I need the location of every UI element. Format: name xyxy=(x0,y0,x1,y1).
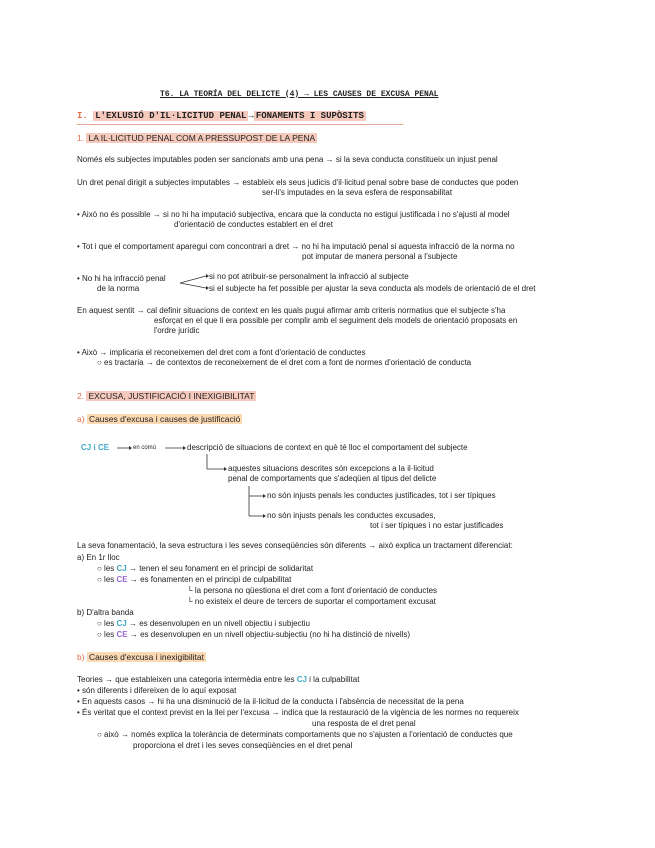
bullet-prefix: ○ les xyxy=(97,630,115,639)
bullet-item: • No hi ha infracció penal xyxy=(77,274,166,283)
list-item xyxy=(97,630,410,640)
branch-text: si el subjecte ha fet possible per ajustar la seva conducta als models de orientació de el dret xyxy=(209,284,536,293)
cj-label: CJ xyxy=(116,619,127,628)
bullet-prefix: ○ les xyxy=(97,619,115,628)
sub-list-item: └ la persona no qüestiona el dret com a font d'orientació de conductes xyxy=(187,586,438,595)
paragraph xyxy=(77,675,359,685)
paragraph: En aquest sentit → cal definir situacions de context en les quals pugui afirmar amb criteris normatius que el subjecte s'ha xyxy=(77,306,506,315)
cj-label: CJ xyxy=(116,564,127,573)
tree-node-continuation: penal de comportaments que s'adeqüen al tipus del delicte xyxy=(228,474,437,483)
and-label: i xyxy=(93,443,96,452)
section-title-arrow: → xyxy=(248,111,254,121)
tree-node: descripció de situacions de context en què té lloc el comportament del subjecte xyxy=(187,443,468,452)
tree-node-continuation: tot i ser típiques i no estar justificades xyxy=(370,521,504,530)
bullet-item: • Tot i que el comportament aparegui com concontrari a dret → no hi ha imputació penal si aquesta infracció de la norma no xyxy=(77,242,515,251)
list-item-text: → es fonamenten en el principi de culpabilitat xyxy=(129,575,292,584)
bullet-prefix: ○ les xyxy=(97,575,115,584)
bullet-item: • són diferents i difereixen de lo aquí exposat xyxy=(77,686,237,695)
bullet-item: • Això no és possible → si no hi ha imputació subjectiva, encara que la conducta no estigui justificada i no s'ajusti al model xyxy=(77,210,510,219)
sub-subsection-number: b) xyxy=(77,652,85,662)
bullet-continuation: d'orientació de conductes establert en el dret xyxy=(174,220,333,229)
bullet-item: • En aquests casos → hi ha una disminució de la il·licitud de la conducta i l'absència de necessitat de la pena xyxy=(77,697,464,706)
tree-node: aquestes situacions descrites són excepcions a la il·licitud xyxy=(228,464,434,473)
list-item-text: → es desenvolupen en un nivell objectiu-subjectiu (no hi ha distinció de nivells) xyxy=(129,630,411,639)
section-title-part-a: L'EXLUSIÓ D'IL·LICITUD PENAL xyxy=(95,111,247,121)
paragraph-text: Teories → que estableixen una categoria intermèdia entre les xyxy=(77,675,295,684)
subsection-number: 1. xyxy=(77,133,85,143)
sub-subsection-title: Causes d'excusa i causes de justificació xyxy=(88,414,241,424)
sub-subsection-heading-b xyxy=(77,652,206,662)
paragraph-continuation: ser-li's imputades en la seva esfera de responsabilitat xyxy=(262,188,453,197)
ce-label: CE xyxy=(116,575,128,584)
list-item-text: → tenen el seu fonament en el principi de solidaritat xyxy=(128,564,314,573)
subsection-title: LA IL·LICITUD PENAL COM A PRESSUPOST DE LA PENA xyxy=(88,133,316,143)
sub-subsection-title: Causes d'excusa i inexigibilitat xyxy=(88,652,204,662)
subsection-number: 2. xyxy=(77,391,85,401)
paragraph-continuation: l'ordre jurídic xyxy=(154,326,200,335)
section-title-part-b: FONAMENTS I SUPÒSITS xyxy=(255,111,364,121)
paragraph-text: i la culpabilitat xyxy=(309,675,360,684)
sub-bullet-item: ○ això → només explica la tolerància de determinats comportaments que no s'ajusten a l'orientació de conductes que xyxy=(97,730,513,739)
paragraph: Un dret penal dirigit a subjectes imputables → estableix els seus judicis d'il·licitud penal sobre base de conductes que poden xyxy=(77,178,519,187)
tree-node: no són injusts penals les conductes justificades, tot i ser típiques xyxy=(267,491,496,500)
bullet-continuation: de la norma xyxy=(97,284,140,293)
tree-node: no són injusts penals les conductes excusades, xyxy=(267,511,436,520)
sub-bullet-continuation: proporciona el dret i les seves conseqüències en el dret penal xyxy=(133,741,353,750)
sub-list-item: └ no existeix el deure de tercers de suportar el comportament excusat xyxy=(187,597,436,606)
branch-text: si no pot atribuir-se personalment la infracció al subjecte xyxy=(209,272,409,281)
document-title: T6. LA TEORÍA DEL DELICTE (4) → LES CAUSES DE EXCUSA PENAL xyxy=(160,90,439,99)
sub-subsection-number: a) xyxy=(77,414,85,424)
list-item xyxy=(97,564,313,574)
list-label: b) D'altra banda xyxy=(77,608,134,617)
ce-label: CE xyxy=(116,630,128,639)
bullet-item: • Això → implicaria el reconeixemen del dret com a font d'orientació de conductes xyxy=(77,348,366,357)
tree-edge-label: en comú xyxy=(133,445,157,451)
bullet-continuation: una resposta de el dret penal xyxy=(312,719,416,728)
list-item-text: → es desenvolupen en un nivell objectiu i subjectiu xyxy=(128,619,310,628)
paragraph-continuation: esforçat en el que li era possible per complir amb el seguiment dels models de orientació proposats en xyxy=(154,316,518,325)
list-item xyxy=(97,619,310,629)
paragraph: La seva fonamentació, la seva estructura i les seves conseqüències són diferents → això explica un tractament diferenciat: xyxy=(77,541,513,550)
ce-label: CE xyxy=(97,443,110,452)
list-label: a) En 1r lloc xyxy=(77,553,120,562)
paragraph: Només els subjectes imputables poden ser sancionats amb una pena → si la seva conducta constitueix un injust penal xyxy=(77,155,498,164)
bullet-prefix: ○ les xyxy=(97,564,115,573)
cj-label: CJ xyxy=(81,443,92,452)
section-number: I. xyxy=(77,111,88,121)
cj-label: CJ xyxy=(296,675,307,684)
list-item xyxy=(97,575,291,585)
bullet-continuation: pot imputar de manera personal a l'subjecte xyxy=(302,252,458,261)
subsection-title: EXCUSA, JUSTIFICACIÓ I INEXIGIBILITAT xyxy=(88,391,255,401)
bullet-item: • És veritat que el context previst en la llei per l'excusa → indica que la restauració de la vigència de les normes no requereix xyxy=(77,708,519,717)
sub-bullet-item: ○ es tractaria → de contextos de reconeixement de el dret com a font de normes d'orientació de conducta xyxy=(97,358,472,367)
